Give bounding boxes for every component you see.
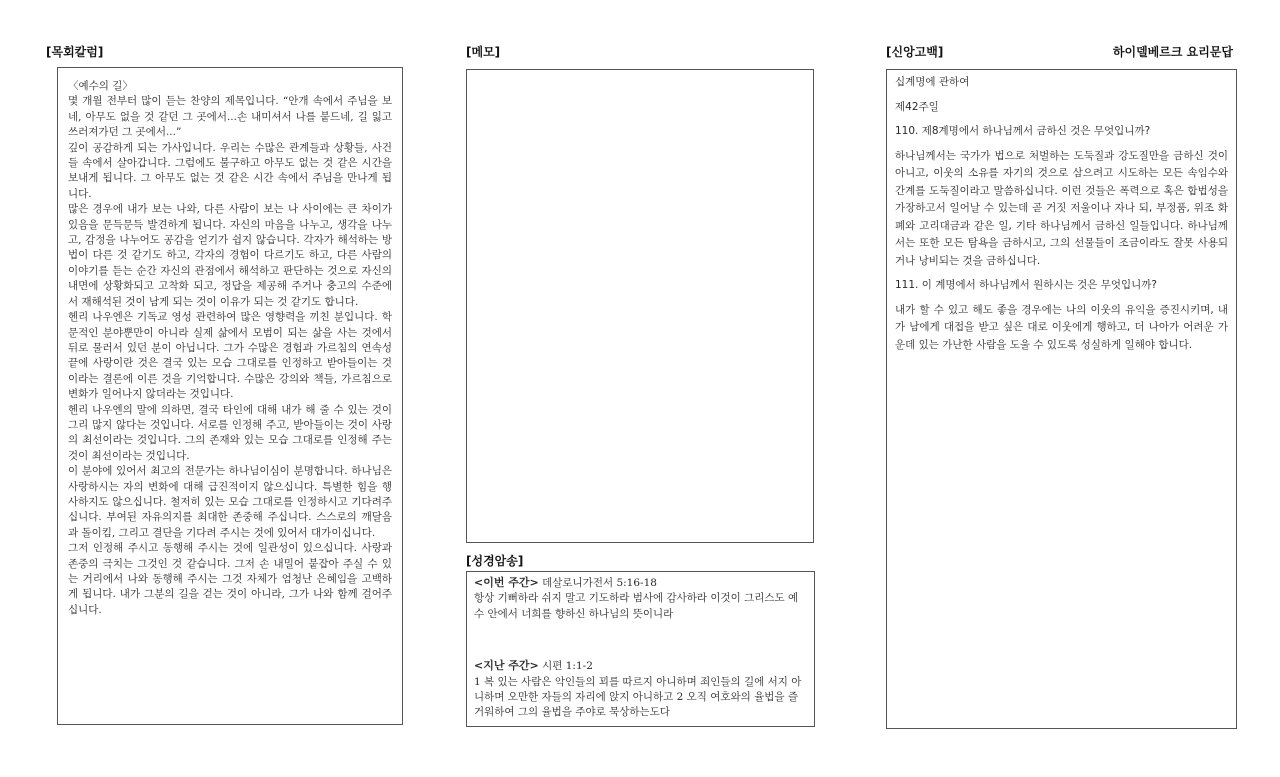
column-paragraph: 헨리 나우엔은 기독교 영성 관련하여 많은 영향력을 끼친 분입니다. 학문적인 분야뿐만이 아니라 실제 삶에서 모범이 되는 삶을 사는 것에서 뒤로 물러서 있던 분이 아닙니다. 그가 수많은 경험과 가르침의 연속성 끝에 사랑이란 것은 결국 있는 모습 그대로를 인정하고 받아들이는 것이라는 결론에 이른 것을 기억합니다. 수많은 강의와 책들, 가르침으로 변화가 일어나지 않더라는 것입니다.	[68, 311, 392, 401]
answer-111: 내가 할 수 있고 해도 좋을 경우에는 나의 이웃의 유익을 증진시키며, 내가 남에게 대접을 받고 싶은 대로 이웃에게 행하고, 더 나아가 어려운 가운데 있는 가난한 사람을 도울 수 있도록 성실하게 일해야 합니다.	[895, 303, 1228, 351]
last-week-heading	[474, 658, 807, 674]
column-paragraph: 이 분야에 있어서 최고의 전문가는 하나님이심이 분명합니다. 하나님은 사랑하시는 자의 변화에 대해 급진적이지 않으십니다. 특별한 힘을 행사하지도 않으십니다. 철저히 있는 모습 그대로를 인정하시고 기다려주십니다. 부여된 자유의지를 최대한 존중해 주십니다. 스스로의 깨달음과 돌이킴, 그리고 결단을 기다려 주시는 것에 있어서 대가이십니다.	[68, 465, 392, 539]
last-week-verse: 1 복 있는 사람은 악인들의 꾀를 따르지 아니하며 죄인들의 길에 서지 아니하며 오만한 자들의 자리에 앉지 아니하고 2 오직 여호와의 율법을 즐거워하여 그의 율법을 주야로 묵상하는도다	[474, 675, 802, 719]
column-paragraph: 깊이 공감하게 되는 가사입니다. 우리는 수많은 관계들과 상황들, 사건들 속에서 살아갑니다. 그럼에도 불구하고 아무도 없는 것 같은 시간을 보내게 됩니다. 그 아무도 없는 것 같은 시간 속에서 주님을 만나게 됩니다.	[68, 141, 392, 200]
this-week-heading	[474, 575, 807, 591]
memo-label: [메모]	[466, 45, 501, 59]
verse-box	[466, 571, 815, 727]
column-title: 〈예수의 길〉	[68, 80, 133, 92]
column-paragraph: 몇 개월 전부터 많이 듣는 찬양의 제목입니다. “안개 속에서 주님을 보네, 아무도 없을 것 같던 그 곳에서...손 내미셔서 나를 붙드네, 길 잃고 쓰러져가던 그 곳에서...”	[68, 95, 392, 139]
answer-110: 하나님께서는 국가가 법으로 처벌하는 도둑질과 강도질만을 금하신 것이 아니고, 이웃의 소유를 자기의 것으로 삼으려고 시도하는 모든 속임수와 간계를 도둑질이라고 말씀하십니다. 이런 것들은 폭력으로 혹은 합법성을 가장하고서 일어날 수 있는데 곧 거짓 저울이나 자나 되, 부정품, 위조 화폐와 고리대금과 같은 일, 기타 하나님께서 금하신 일들입니다. 하나님께서는 또한 모든 탐욕을 금하시고, 그의 선물들이 조금이라도 잘못 사용되거나 낭비되는 것을 금하십니다.	[895, 149, 1228, 267]
confession-label: [신앙고백]	[886, 45, 944, 59]
this-week-reference: 데살로니가전서 5:16-18	[538, 577, 657, 589]
catechism-topic: 십계명에 관하여	[895, 76, 970, 88]
verse-memorization-label: [성경암송]	[466, 554, 524, 568]
pastoral-column-label: [목회칼럼]	[46, 45, 104, 59]
catechism-box	[886, 69, 1237, 729]
question-111: 111. 이 계명에서 하나님께서 원하시는 것은 무엇입니까?	[895, 279, 1157, 291]
column-paragraph: 많은 경우에 내가 보는 나와, 다른 사람이 보는 나 사이에는 큰 차이가 있음을 문득문득 발견하게 됩니다. 자신의 마음을 나누고, 생각을 나누고, 감정을 나누어도 공감을 얻기가 쉽지 않습니다. 각자가 해석하는 방법이 다른 것 같기도 하고, 각자의 경험이 다르기도 하고, 다른 사람의 이야기를 듣는 순간 자신의 관점에서 해석하고 판단하는 것으로 자신의 내면에 상황화되고 고착화 되고, 정답을 제공해 주거나 충고의 수준에서 재해석된 것이 남게 되는 것이 이유가 되는 것 같기도 합니다.	[68, 203, 392, 308]
last-week-reference: 시편 1:1-2	[538, 660, 593, 673]
this-week-verse: 항상 기뻐하라 쉬지 말고 기도하라 범사에 감사하라 이것이 그리스도 예수 안에서 너희를 향하신 하나님의 뜻이니라	[474, 592, 799, 620]
pastoral-column-box	[57, 67, 403, 725]
catechism-week: 제42주일	[895, 100, 939, 113]
this-week-label: <이번 주간>	[474, 576, 539, 589]
memo-box[interactable]	[466, 69, 814, 543]
question-110: 110. 제8계명에서 하나님께서 금하신 것은 무엇입니까?	[895, 125, 1151, 137]
catechism-title: 하이델베르크 요리문답	[1112, 45, 1233, 59]
column-paragraph: 헨리 나우엔의 말에 의하면, 결국 타인에 대해 내가 해 줄 수 있는 것이 그리 많지 않다는 것입니다. 서로를 인정해 주고, 받아들이는 것이 사랑의 최선이라는 것입니다. 그의 존재와 있는 모습 그대로를 인정해 주는 것이 최선이라는 것입니다.	[68, 403, 392, 462]
column-paragraph: 그저 인정해 주시고 동행해 주시는 것에 일관성이 있으십니다. 사랑과 존중의 극치는 그것인 것 같습니다. 그저 손 내밀어 붙잡아 주실 수 있는 거리에서 나와 동행해 주시는 그것 자체가 엄청난 은혜임을 고백하게 됩니다. 내가 그분의 길을 걷는 것이 아니라, 그가 나와 함께 걸어주십니다.	[68, 542, 392, 616]
last-week-label: <지난 주간>	[474, 659, 539, 673]
